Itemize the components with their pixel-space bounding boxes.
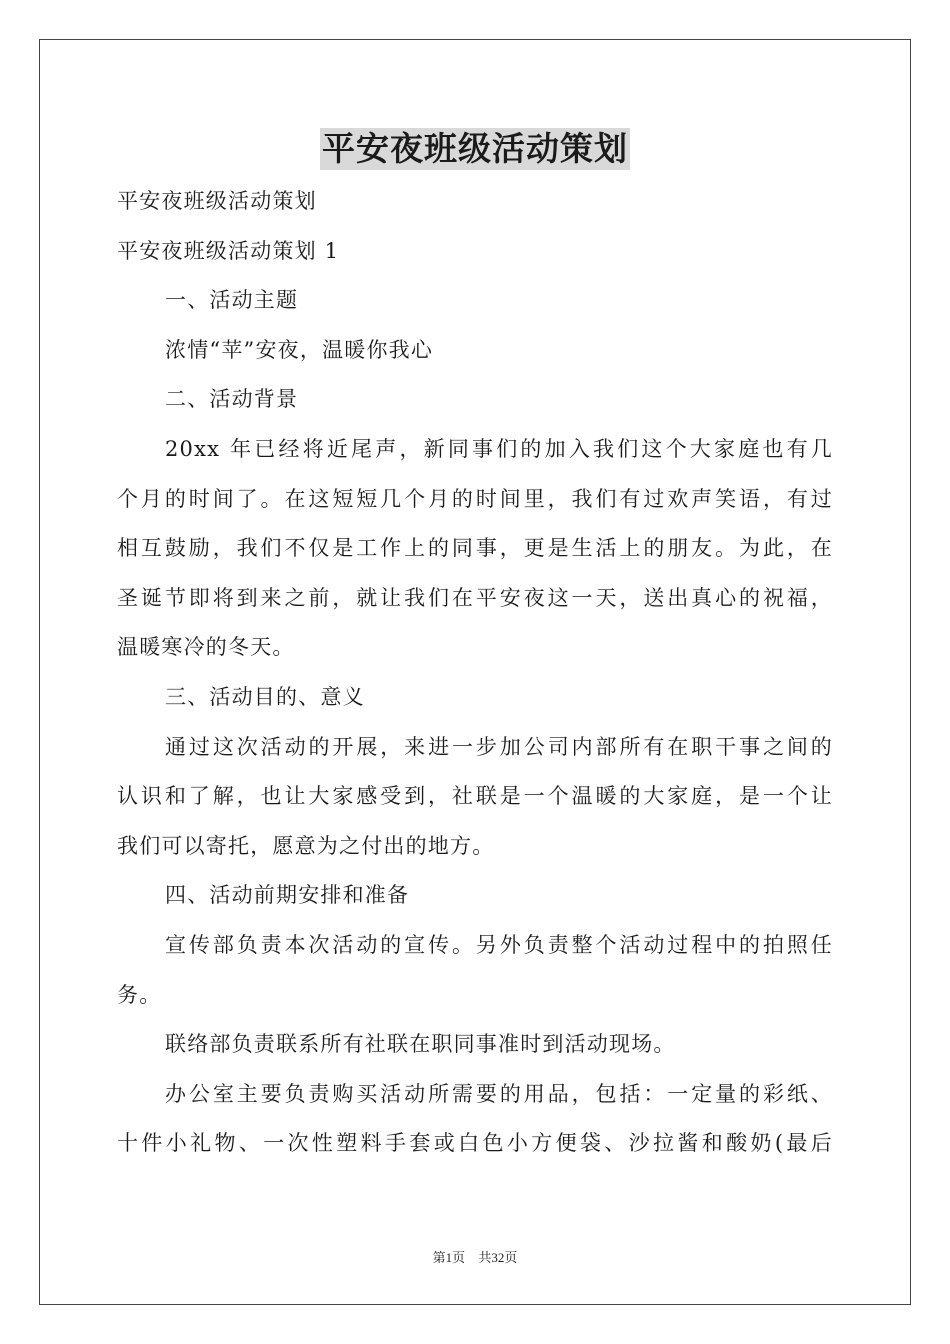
title-container [0, 128, 950, 170]
body-line: 联络部负责联系所有社联在职同事准时到活动现场。 [165, 1032, 676, 1057]
body-line: 平安夜班级活动策划 [117, 189, 317, 213]
body-line: 二、活动背景 [165, 387, 299, 412]
document-body [117, 177, 833, 1169]
body-line: 十件小礼物、一次性塑料手套或白色小方便袋、沙拉酱和酸奶(最后 [117, 1131, 833, 1156]
body-line: 认识和了解，也让大家感受到，社联是一个温暖的大家庭，是一个让 [117, 784, 833, 809]
body-line: 宣传部负责本次活动的宣传。另外负责整个活动过程中的拍照任 [165, 932, 833, 957]
body-line: 三、活动目的、意义 [165, 684, 365, 709]
page-number: 第1页 [432, 1250, 466, 1265]
body-line: 浓情“苹”安夜，温暖你我心 [165, 337, 434, 362]
body-line: 务。 [117, 982, 162, 1007]
page-footer [0, 1247, 950, 1266]
body-line: 四、活动前期安排和准备 [165, 883, 410, 908]
body-line: 温暖寒冷的冬天。 [117, 635, 295, 660]
body-line: 相互鼓励，我们不仅是工作上的同事，更是生活上的朋友。为此，在 [117, 536, 833, 561]
body-line: 一、活动主题 [165, 288, 299, 313]
document-title: 平安夜班级活动策划 [322, 129, 628, 168]
body-line: 办公室主要负责购买活动所需要的用品，包括：一定量的彩纸、 [165, 1081, 833, 1106]
body-line: 圣诞节即将到来之前，就让我们在平安夜这一天，送出真心的祝福， [117, 585, 833, 610]
page-total: 共32页 [478, 1250, 518, 1265]
body-line: 通过这次活动的开展，来进一步加公司内部所有在职干事之间的 [165, 734, 833, 759]
body-line: 个月的时间了。在这短短几个月的时间里，我们有过欢声笑语，有过 [117, 486, 833, 511]
body-line: 平安夜班级活动策划 1 [117, 238, 340, 263]
body-line: 20xx 年已经将近尾声，新同事们的加入我们这个大家庭也有几 [165, 436, 833, 461]
body-line: 我们可以寄托，愿意为之付出的地方。 [117, 833, 495, 858]
